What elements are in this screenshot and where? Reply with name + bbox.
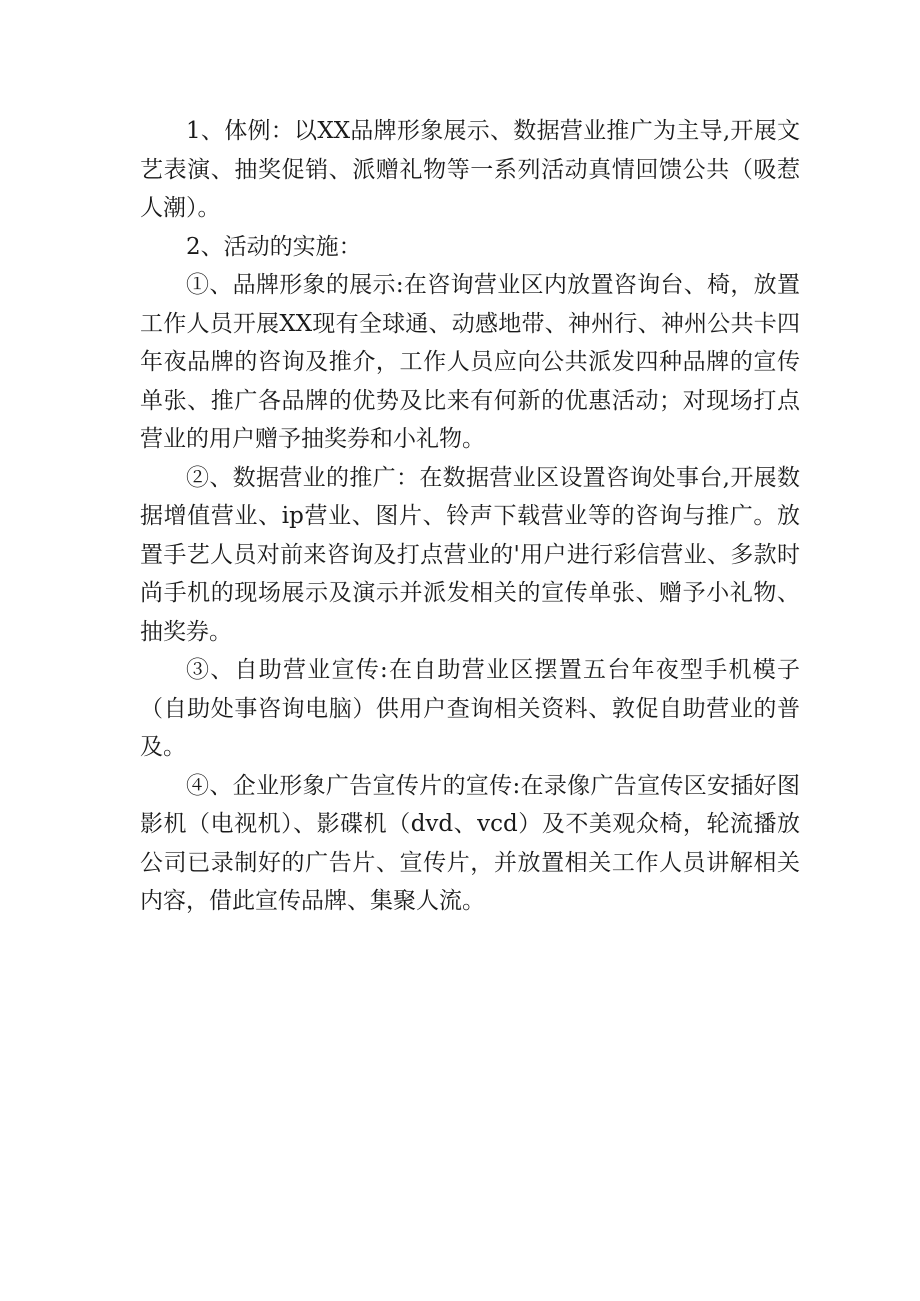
paragraph-self-service: ③、自助营业宣传:在自助营业区摆置五台年夜型手机模子（自助处事咨询电脑）供用户查询相关资料、敦促自助营业的普及。: [140, 657, 800, 760]
paragraph-brand-display: ①、品牌形象的展示:在咨询营业区内放置咨询台、椅，放置工作人员开展XX现有全球通、动感地带、神州行、神州公共卡四年夜品牌的咨询及推介，工作人员应向公共派发四种品牌的宣传单张、推广各品牌的优势及比来有何新的优惠活动；对现场打点营业的用户赠予抽奖券和小礼物。: [140, 272, 800, 452]
paragraph-data-business: ②、数据营业的推广：在数据营业区设置咨询处事台,开展数据增值营业、ip营业、图片、铃声下载营业等的咨询与推广。放置手艺人员对前来咨询及打点营业的'用户进行彩信营业、多款时尚手机的现场展示及演示并派发相关的宣传单张、赠予小礼物、抽奖券。: [140, 464, 800, 645]
paragraph-corporate-video: ④、企业形象广告宣传片的宣传:在录像广告宣传区安插好图影机（电视机）、影碟机（dvd、vcd）及不美观众椅，轮流播放公司已录制好的广告片、宣传片，并放置相关工作人员讲解相关内容，借此宣传品牌、集聚人流。: [140, 772, 800, 914]
paragraph-format: 1、体例：以XX品牌形象展示、数据营业推广为主导,开展文艺表演、抽奖促销、派赠礼物等一系列活动真情回馈公共（吸惹人潮）。: [140, 118, 800, 221]
paragraph-implementation-heading: 2、活动的实施：: [186, 233, 362, 260]
document-body: [140, 112, 800, 921]
